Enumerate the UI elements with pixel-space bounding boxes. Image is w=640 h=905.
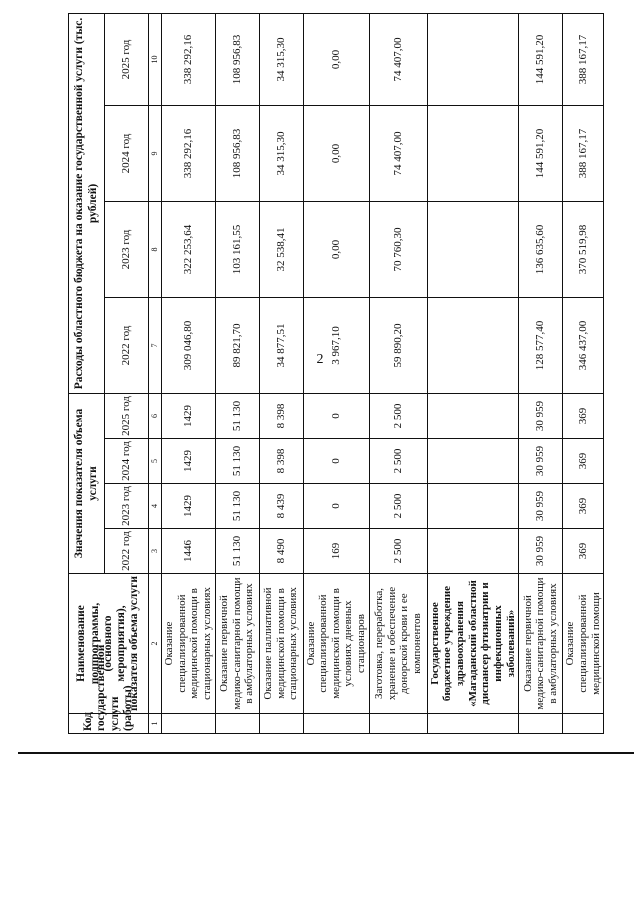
cell-expense: 108 956,83 (215, 13, 259, 105)
horizontal-rule (18, 752, 634, 754)
header-name: Наименование подпрограммы, (основного мероприятия), показателя объема услуги (69, 574, 149, 714)
cell-expense: 3 967,10 (303, 297, 369, 393)
cell-value: 1446 (162, 529, 216, 574)
header-expense-year: 2023 год (105, 201, 149, 297)
cell-value (427, 439, 518, 484)
header-value-year: 2023 год (105, 484, 149, 529)
cell-name: Оказание специализированной медицинской помощи в стационарных условиях (162, 574, 216, 714)
cell-value: 0 (303, 439, 369, 484)
column-number: 1 (149, 714, 162, 734)
table-row (259, 13, 303, 733)
cell-expense: 144 591,20 (519, 105, 563, 201)
cell-value (427, 393, 518, 438)
services-table (68, 13, 604, 734)
cell-expense: 346 437,00 (563, 297, 604, 393)
cell-value: 30 959 (519, 393, 563, 438)
cell-expense: 32 538,41 (259, 201, 303, 297)
cell-expense: 388 167,17 (563, 13, 604, 105)
cell-code (162, 714, 216, 734)
cell-expense: 108 956,83 (215, 105, 259, 201)
cell-expense (427, 297, 518, 393)
cell-value (427, 484, 518, 529)
table-row (563, 13, 604, 733)
cell-expense: 370 519,98 (563, 201, 604, 297)
cell-value: 2 500 (369, 393, 427, 438)
table-row (303, 13, 369, 733)
cell-code (259, 714, 303, 734)
column-number: 9 (149, 105, 162, 201)
cell-expense: 34 877,51 (259, 297, 303, 393)
header-values-group: Значения показателя объема услуги (69, 393, 105, 573)
cell-value: 2 500 (369, 484, 427, 529)
page-number: 2 (316, 352, 324, 367)
cell-name: Оказание специализированной медицинской помощи в условиях дневных стационаров (303, 574, 369, 714)
cell-expense: 0,00 (303, 201, 369, 297)
cell-name: Заготовка, переработка, хранение и обеспечение донорской крови и ее компонентов (369, 574, 427, 714)
cell-value (427, 529, 518, 574)
cell-value: 2 500 (369, 439, 427, 484)
cell-expense: 309 046,80 (162, 297, 216, 393)
cell-value: 1429 (162, 393, 216, 438)
header-expense-year: 2025 год (105, 13, 149, 105)
table-row (162, 13, 216, 733)
cell-value: 0 (303, 484, 369, 529)
cell-value: 8 398 (259, 439, 303, 484)
cell-expense: 136 635,60 (519, 201, 563, 297)
cell-value: 8 439 (259, 484, 303, 529)
cell-value: 369 (563, 439, 604, 484)
table-row (519, 13, 563, 733)
cell-code (215, 714, 259, 734)
cell-value: 369 (563, 529, 604, 574)
cell-expense: 74 407,00 (369, 13, 427, 105)
header-expense-year: 2022 год (105, 297, 149, 393)
cell-expense: 59 890,20 (369, 297, 427, 393)
cell-code (563, 714, 604, 734)
cell-expense: 103 161,55 (215, 201, 259, 297)
column-number: 8 (149, 201, 162, 297)
column-number: 2 (149, 574, 162, 714)
cell-value: 369 (563, 484, 604, 529)
cell-value: 1429 (162, 484, 216, 529)
cell-value: 8 490 (259, 529, 303, 574)
cell-name: Оказание паллиативной медицинской помощи в стационарных условиях (259, 574, 303, 714)
cell-value: 30 959 (519, 439, 563, 484)
cell-expense: 34 315,30 (259, 105, 303, 201)
column-numbers-row (149, 13, 162, 733)
cell-value: 369 (563, 393, 604, 438)
header-expense-year: 2024 год (105, 105, 149, 201)
cell-value: 0 (303, 393, 369, 438)
header-value-year: 2022 год (105, 529, 149, 574)
header-code: Код государственной услуги (работы) (69, 714, 149, 734)
header-value-year: 2025 год (105, 393, 149, 438)
cell-value: 51 130 (215, 439, 259, 484)
header-expenses-group: Расходы областного бюджета на оказание государственной услуги (тыс. рублей) (69, 13, 105, 393)
cell-expense (427, 105, 518, 201)
cell-expense (427, 201, 518, 297)
column-number: 7 (149, 297, 162, 393)
cell-expense: 388 167,17 (563, 105, 604, 201)
cell-name: Государственное бюджетное учреждение здравоохранения «Магаданский областной диспансер фтизиатрии и инфекционных заболеваний» (427, 574, 518, 714)
cell-code (303, 714, 369, 734)
cell-name: Оказание специализированной медицинской помощи (563, 574, 604, 714)
cell-expense (427, 13, 518, 105)
cell-code (369, 714, 427, 734)
column-number: 5 (149, 439, 162, 484)
cell-expense: 338 292,16 (162, 13, 216, 105)
cell-value: 51 130 (215, 529, 259, 574)
column-number: 4 (149, 484, 162, 529)
column-number: 3 (149, 529, 162, 574)
cell-name: Оказание первичной медико-санитарной помощи в амбулаторных условиях (215, 574, 259, 714)
table-row (215, 13, 259, 733)
cell-code (427, 714, 518, 734)
cell-expense: 74 407,00 (369, 105, 427, 201)
cell-value: 30 959 (519, 484, 563, 529)
cell-value: 1429 (162, 439, 216, 484)
cell-value: 30 959 (519, 529, 563, 574)
cell-expense: 322 253,64 (162, 201, 216, 297)
cell-expense: 0,00 (303, 13, 369, 105)
cell-expense: 70 760,30 (369, 201, 427, 297)
cell-value: 169 (303, 529, 369, 574)
cell-code (519, 714, 563, 734)
column-number: 6 (149, 393, 162, 438)
cell-value: 8 398 (259, 393, 303, 438)
cell-value: 51 130 (215, 484, 259, 529)
cell-expense: 89 821,70 (215, 297, 259, 393)
header-value-year: 2024 год (105, 439, 149, 484)
cell-value: 2 500 (369, 529, 427, 574)
cell-expense: 338 292,16 (162, 105, 216, 201)
column-number: 10 (149, 13, 162, 105)
cell-expense: 128 577,40 (519, 297, 563, 393)
cell-expense: 144 591,20 (519, 13, 563, 105)
cell-expense: 34 315,30 (259, 13, 303, 105)
cell-name: Оказание первичной медико-санитарной помощи в амбулаторных условиях (519, 574, 563, 714)
rotated-table-container (68, 14, 602, 734)
table-row (369, 13, 427, 733)
cell-expense: 0,00 (303, 105, 369, 201)
table-row-institution (427, 13, 518, 733)
cell-value: 51 130 (215, 393, 259, 438)
